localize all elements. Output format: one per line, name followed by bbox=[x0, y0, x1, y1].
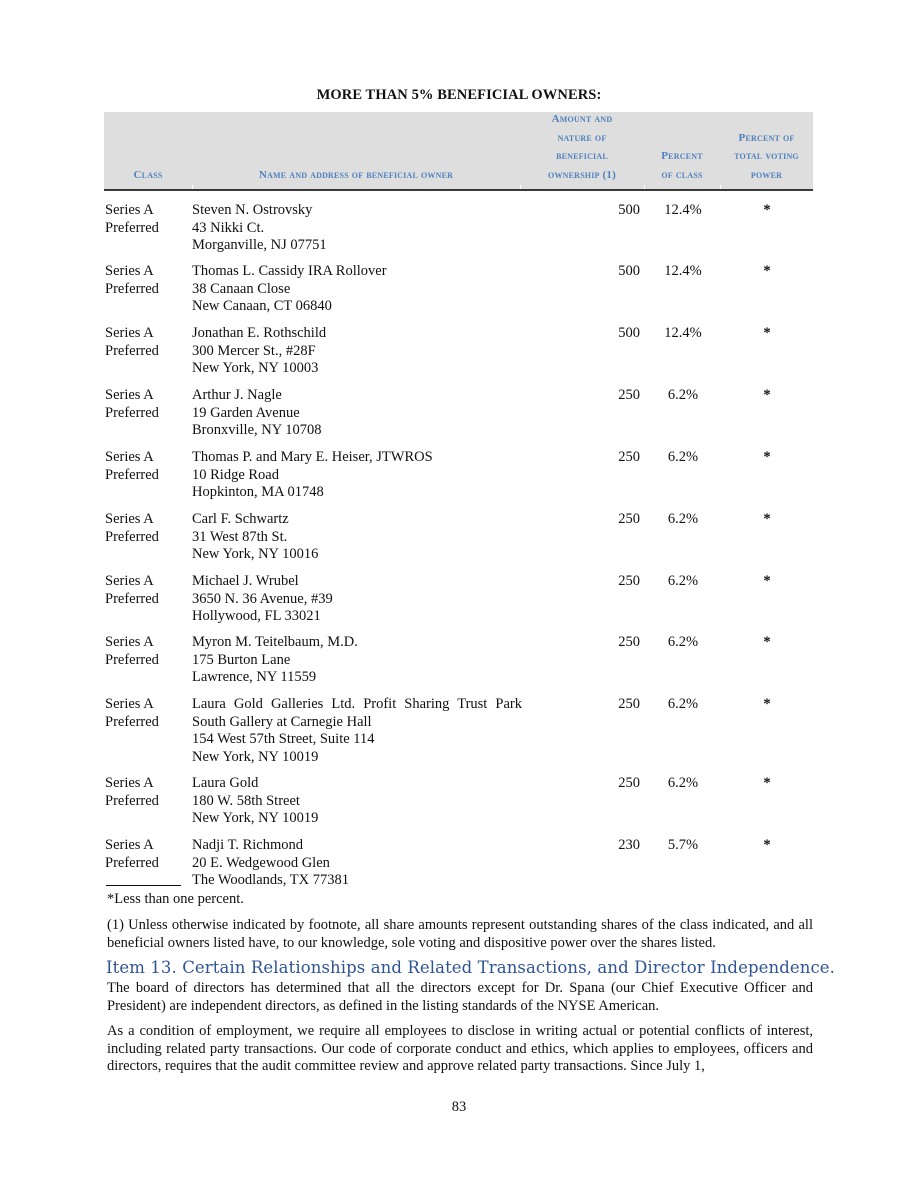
owner-line: 43 Nikki Ct. bbox=[192, 219, 265, 236]
owner-line: 154 West 57th Street, Suite 114 bbox=[192, 731, 375, 747]
owner-line: 10 Ridge Road bbox=[192, 466, 279, 483]
class-line: Preferred bbox=[105, 219, 159, 236]
class-line: Preferred bbox=[105, 528, 159, 545]
owner-line: Lawrence, NY 11559 bbox=[192, 669, 317, 685]
class-line: Series A bbox=[105, 573, 154, 589]
amount-cell: 500 bbox=[618, 202, 640, 218]
owner-cell bbox=[192, 511, 522, 564]
item-13-heading: Item 13. Certain Relationships and Related Transactions, and Director Independence. bbox=[106, 958, 835, 977]
header-percent-voting-line: total voting bbox=[734, 150, 799, 162]
voting-cell: * bbox=[763, 263, 771, 279]
owner-cell bbox=[192, 387, 522, 440]
owner-line: 3650 N. 36 Avenue, #39 bbox=[192, 590, 333, 607]
percent-cell: 6.2% bbox=[667, 634, 699, 650]
owner-line: Myron M. Teitelbaum, M.D. bbox=[192, 634, 358, 650]
percent-cell: 12.4% bbox=[664, 325, 702, 341]
voting-cell: * bbox=[763, 573, 771, 589]
header-amount-line: beneficial bbox=[556, 150, 608, 162]
class-cell bbox=[105, 325, 191, 360]
class-line: Preferred bbox=[105, 342, 159, 359]
owner-line: 175 Burton Lane bbox=[192, 651, 291, 668]
percent-cell: 6.2% bbox=[667, 573, 699, 589]
amount-cell: 500 bbox=[618, 325, 640, 341]
class-cell bbox=[105, 263, 191, 298]
class-line: Series A bbox=[105, 837, 154, 853]
owner-line: New York, NY 10003 bbox=[192, 360, 319, 376]
header-column-gap bbox=[644, 185, 645, 189]
class-cell bbox=[105, 449, 191, 484]
owner-line: Hopkinton, MA 01748 bbox=[192, 484, 324, 500]
class-line: Series A bbox=[105, 775, 154, 791]
owner-line: New York, NY 10016 bbox=[192, 546, 319, 562]
class-line: Series A bbox=[105, 263, 154, 279]
footnote-less-than-one-percent: *Less than one percent. bbox=[107, 891, 244, 907]
owner-line: 31 West 87th St. bbox=[192, 528, 288, 545]
class-line: Series A bbox=[105, 511, 154, 527]
owner-cell bbox=[192, 202, 522, 255]
owner-line: Jonathan E. Rothschild bbox=[192, 325, 327, 341]
owner-line: Morganville, NJ 07751 bbox=[192, 237, 327, 253]
class-line: Preferred bbox=[105, 280, 159, 297]
owner-line: Thomas L. Cassidy IRA Rollover bbox=[192, 263, 387, 279]
class-cell bbox=[105, 511, 191, 546]
class-cell bbox=[105, 202, 191, 237]
percent-cell: 5.7% bbox=[667, 837, 699, 853]
owner-line: Carl F. Schwartz bbox=[192, 511, 289, 527]
table-title: MORE THAN 5% BENEFICIAL OWNERS: bbox=[316, 87, 602, 103]
voting-cell: * bbox=[763, 387, 771, 403]
header-percent-class-line: of class bbox=[661, 168, 703, 181]
amount-cell: 250 bbox=[618, 696, 640, 712]
percent-cell: 6.2% bbox=[667, 511, 699, 527]
owner-line: Nadji T. Richmond bbox=[192, 837, 304, 853]
header-percent-voting bbox=[720, 129, 813, 185]
voting-cell: * bbox=[763, 634, 771, 650]
amount-cell: 500 bbox=[618, 263, 640, 279]
class-cell bbox=[105, 573, 191, 608]
voting-cell: * bbox=[763, 837, 771, 853]
owner-line: Hollywood, FL 33021 bbox=[192, 608, 321, 624]
class-cell bbox=[105, 837, 191, 872]
percent-cell: 6.2% bbox=[667, 387, 699, 403]
owner-line: Michael J. Wrubel bbox=[192, 573, 299, 589]
page-number: 83 bbox=[451, 1099, 467, 1115]
percent-cell: 6.2% bbox=[667, 449, 699, 465]
class-line: Series A bbox=[105, 325, 154, 341]
owner-line: New York, NY 10019 bbox=[192, 810, 319, 826]
owner-line: 180 W. 58th Street bbox=[192, 792, 300, 809]
percent-cell: 6.2% bbox=[667, 696, 699, 712]
header-percent-class bbox=[644, 147, 720, 184]
footnote-divider bbox=[106, 885, 181, 886]
class-line: Series A bbox=[105, 202, 154, 218]
class-line: Series A bbox=[105, 634, 154, 650]
footnote-1: (1) Unless otherwise indicated by footnote, all share amounts represent outstanding shares of the class indicated, and all beneficial owners listed have, to our knowledge, sole voting and dispositive power over the shares listed. bbox=[107, 917, 813, 951]
amount-cell: 250 bbox=[618, 634, 640, 650]
owner-line: South Gallery at Carnegie Hall bbox=[192, 713, 372, 730]
percent-cell: 6.2% bbox=[667, 775, 699, 791]
voting-cell: * bbox=[763, 775, 771, 791]
header-class: Class bbox=[133, 168, 163, 181]
header-column-gap bbox=[192, 185, 193, 189]
owner-cell bbox=[192, 325, 522, 378]
header-column-gap bbox=[520, 185, 521, 189]
owner-line: Arthur J. Nagle bbox=[192, 387, 282, 403]
class-line: Series A bbox=[105, 696, 154, 712]
owner-cell bbox=[192, 696, 522, 766]
paragraph-director-independence: The board of directors has determined that all the directors except for Dr. Spana (our Chief Executive Officer and President) are independent directors, as defined in the listing standards of the NYSE American. bbox=[107, 980, 813, 1014]
class-cell bbox=[105, 387, 191, 422]
class-cell bbox=[105, 775, 191, 810]
owner-line: 19 Garden Avenue bbox=[192, 404, 300, 421]
owner-line: 20 E. Wedgewood Glen bbox=[192, 854, 330, 871]
header-name-address: Name and address of beneficial owner bbox=[258, 168, 454, 181]
amount-cell: 250 bbox=[618, 387, 640, 403]
owner-cell bbox=[192, 449, 522, 502]
header-percent-class-line: Percent bbox=[661, 150, 703, 162]
class-cell bbox=[105, 634, 191, 669]
owner-line: New Canaan, CT 06840 bbox=[192, 298, 332, 314]
amount-cell: 250 bbox=[618, 775, 640, 791]
class-line: Preferred bbox=[105, 854, 159, 871]
owner-cell bbox=[192, 634, 522, 687]
owner-cell bbox=[192, 775, 522, 828]
header-percent-voting-line: Percent of bbox=[738, 131, 795, 144]
voting-cell: * bbox=[763, 696, 771, 712]
voting-cell: * bbox=[763, 202, 771, 218]
paragraph-conflicts-of-interest: As a condition of employment, we require all employees to disclose in writing actual or potential conflicts of interest, including related party transactions. Our code of corporate conduct and ethics, which applies to employees, officers and directors, requires that the audit committee review and approve related party transactions. Since July 1, bbox=[107, 1023, 813, 1074]
owner-line: Laura Gold bbox=[192, 775, 259, 791]
amount-cell: 250 bbox=[618, 573, 640, 589]
class-line: Series A bbox=[105, 449, 154, 465]
header-amount-line: Amount and bbox=[551, 113, 613, 125]
owner-line: Laura Gold Galleries Ltd. Profit Sharing Trust Park bbox=[192, 696, 522, 712]
voting-cell: * bbox=[763, 325, 771, 341]
class-line: Preferred bbox=[105, 590, 159, 607]
amount-cell: 250 bbox=[618, 449, 640, 465]
voting-cell: * bbox=[763, 511, 771, 527]
class-line: Preferred bbox=[105, 651, 159, 668]
class-line: Preferred bbox=[105, 466, 159, 483]
header-amount-line: nature of bbox=[557, 131, 607, 144]
class-line: Series A bbox=[105, 387, 154, 403]
owner-cell bbox=[192, 263, 522, 316]
table-header bbox=[104, 112, 813, 191]
percent-cell: 12.4% bbox=[664, 263, 702, 279]
amount-cell: 250 bbox=[618, 511, 640, 527]
amount-cell: 230 bbox=[618, 837, 640, 853]
owner-line: 300 Mercer St., #28F bbox=[192, 342, 316, 359]
header-amount bbox=[520, 110, 644, 184]
class-line: Preferred bbox=[105, 404, 159, 421]
header-percent-voting-line: power bbox=[750, 168, 783, 181]
owner-line: New York, NY 10019 bbox=[192, 748, 319, 765]
class-line: Preferred bbox=[105, 792, 159, 809]
voting-cell: * bbox=[763, 449, 771, 465]
owner-cell bbox=[192, 837, 522, 890]
owner-line: Steven N. Ostrovsky bbox=[192, 202, 313, 218]
owner-cell bbox=[192, 573, 522, 626]
owner-line: Bronxville, NY 10708 bbox=[192, 422, 322, 438]
owner-line: 38 Canaan Close bbox=[192, 280, 291, 297]
class-cell bbox=[105, 696, 191, 731]
owner-line: Thomas P. and Mary E. Heiser, JTWROS bbox=[192, 449, 433, 465]
owner-line: The Woodlands, TX 77381 bbox=[192, 872, 349, 888]
header-amount-line: ownership (1) bbox=[548, 168, 616, 181]
percent-cell: 12.4% bbox=[664, 202, 702, 218]
header-column-gap bbox=[720, 185, 721, 189]
class-line: Preferred bbox=[105, 713, 159, 730]
